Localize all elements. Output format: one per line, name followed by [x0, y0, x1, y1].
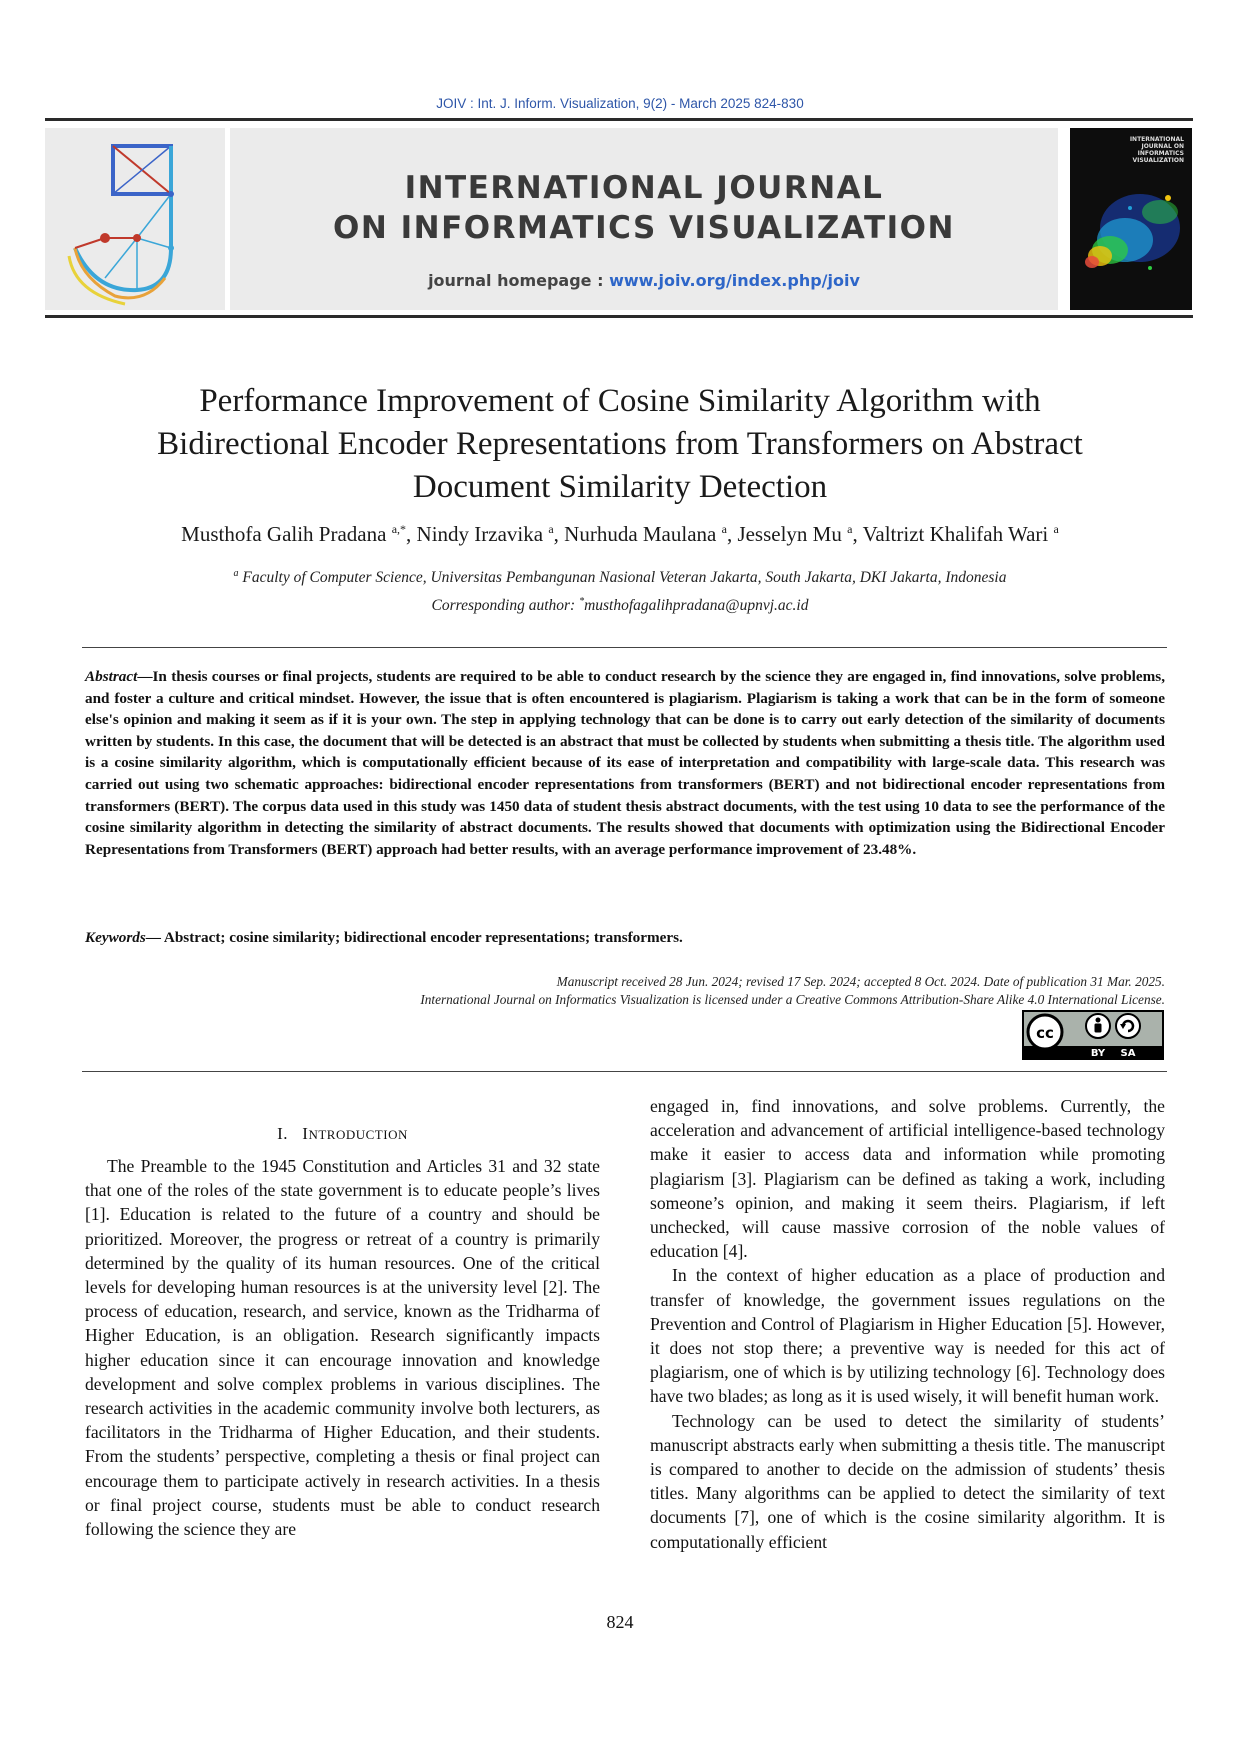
journal-title-line-2: ON INFORMATICS VISUALIZATION [333, 210, 955, 246]
by-label: BY [1090, 1048, 1106, 1059]
license-statement: International Journal on Informatics Visualization is licensed under a Creative Commons Attribution-Share Alike 4.0 International License. [420, 992, 1165, 1007]
author-affiliation-mark: a [1053, 522, 1059, 536]
affiliation-text: Faculty of Computer Science, Universitas Pembangunan Nasional Veteran Jakarta, South Jakarta, DKI Jakarta, Indonesia [242, 569, 1007, 587]
homepage-link[interactable]: www.joiv.org/index.php/joiv [609, 271, 860, 290]
corresponding-label: Corresponding author: [431, 597, 580, 615]
keywords-text: — Abstract; cosine similarity; bidirectional encoder representations; transformers. [145, 929, 683, 946]
author-affiliation-mark: a [548, 522, 554, 536]
author-affiliation-mark: a [847, 522, 853, 536]
affiliation [60, 568, 1180, 587]
author-name: Valtrizt Khalifah Wari [862, 522, 1049, 546]
corresponding-email[interactable]: musthofagalihpradana@upnvj.ac.id [584, 597, 809, 615]
abstract-top-rule [82, 647, 1167, 648]
author-name: Nurhuda Maulana [564, 522, 717, 546]
journal-logo [45, 128, 225, 310]
journal-reference: JOIV : Int. J. Inform. Visualization, 9(2) - March 2025 824-830 [436, 96, 804, 111]
author-name: Jesselyn Mu [737, 522, 842, 546]
body-paragraph: In the context of higher education as a place of production and transfer of knowledge, the government issues regulations on the Prevention and Control of Plagiarism in Higher Education [5]. However, it does not stop there; a preventive way is needed for this act of plagiarism, one of which is by utilizing technology [6]. Technology does have two blades; as long as it is used wisely, it will benefit human work. [650, 1265, 1165, 1407]
body-paragraph: The Preamble to the 1945 Constitution and Articles 31 and 32 state that one of the roles of the state government is to educate people’s lives [1]. Education is related to the future of a country and should be prioritized. Moreover, the progress or retreat of a country is primarily determined by the quality of its human resources. One of the critical levels for developing human resources is at the university level [2]. The process of education, research, and service, known as the Tridharma of Higher Education, is an obligation. Research significantly impacts higher education since it can encourage innovation and knowledge development and solve complex problems in various disciplines. The research activities in the academic community involve both lecturers, as facilitators in the Tridharma of Higher Education, and their students. From the students’ perspective, completing a thesis or final project can encourage them to participate actively in research activities. In a thesis or final project course, students must be able to conduct research following the science they are [85, 1156, 600, 1540]
body-paragraph: Technology can be used to detect the similarity of students’ manuscript abstracts early when submitting a thesis title. The manuscript is compared to another to decide on the admission of students’ thesis titles. Many algorithms can be applied to detect the similarity of text documents [7], one of which is the cosine similarity algorithm. It is computationally efficient [650, 1410, 1165, 1552]
body-column-right [650, 1094, 1165, 1554]
author-affiliation-mark: a [721, 522, 727, 536]
author-affiliation-mark: a,* [391, 522, 407, 536]
joiv-logo-icon [45, 128, 225, 310]
journal-homepage [230, 271, 1058, 290]
header-bottom-rule [45, 315, 1193, 318]
keywords-label: Keywords [85, 929, 146, 946]
journal-cover-image [1070, 128, 1192, 310]
share-alike-icon [1116, 1014, 1140, 1038]
section-title-rest: NTRODUCTION [308, 1127, 408, 1142]
affiliation-mark: a [233, 568, 239, 579]
section-heading-introduction [85, 1124, 600, 1144]
body-column-left [85, 1154, 600, 1541]
paper-title-line-2: Bidirectional Encoder Representations from Transformers on Abstract [157, 426, 1083, 462]
manuscript-dates: Manuscript received 28 Jun. 2024; revised 17 Sep. 2024; accepted 8 Oct. 2024. Date of publication 31 Mar. 2025. [556, 974, 1165, 989]
cc-license-badge[interactable] [1022, 1010, 1164, 1060]
header-top-rule [45, 118, 1193, 121]
page-number: 824 [606, 1612, 634, 1632]
cc-icon-label: cc [1036, 1024, 1054, 1042]
keywords [85, 929, 1165, 947]
author-name: Musthofa Galih Pradana [181, 522, 387, 546]
section-initial: I [302, 1124, 309, 1143]
cover-title: INTERNATIONAL JOURNAL ON INFORMATICS VISUALIZATION [1129, 136, 1184, 164]
author-name: Nindy Irzavika [416, 522, 544, 546]
body-paragraph: engaged in, find innovations, and solve problems. Currently, the acceleration and advancement of artificial intelligence-based technology make it easier to access data and information while promoting plagiarism [3]. Plagiarism can be defined as taking a work, including someone’s opinion, and making it seem theirs. Plagiarism, if left unchecked, will cause massive corrosion of the noble values of education [4]. [650, 1096, 1165, 1262]
paper-title [80, 380, 1160, 509]
abstract-bottom-rule [82, 1071, 1167, 1072]
paper-title-line-1: Performance Improvement of Cosine Similarity Algorithm with [199, 383, 1041, 419]
abstract-text: —In thesis courses or final projects, students are required to be able to conduct research by the science they are engaged in, find innovations, solve problems, and foster a culture and critical mindset. However, the issue that is often encountered is plagiarism. Plagiarism is taking a work that can be in the form of someone else's opinion and making it seem as if it is your own. The step in applying technology that can be done is to carry out early detection of the similarity of documents written by students. In this case, the document that will be detected is an abstract that must be collected by students when submitting a thesis title. The algorithm used is a cosine similarity algorithm, which is computationally efficient because of its ease of interpretation and compatibility with large-scale data. This research was carried out using two schematic approaches: bidirectional encoder representations from transformers (BERT) and not bidirectional encoder representations from transformers (BERT). The corpus data used in this study was 1450 data of student thesis abstract documents, with the test using 10 data to see the performance of the cosine similarity algorithm in detecting the similarity of abstract documents. The results showed that documents with optimization using the Bidirectional Encoder Representations from Transformers (BERT) approach had better results, with an average performance improvement of 23.48%. [85, 668, 1165, 858]
journal-title-line-1: INTERNATIONAL JOURNAL [404, 170, 884, 206]
section-number: I. [277, 1124, 289, 1143]
corresponding-mark: * [579, 596, 585, 607]
author-list: Musthofa Galih Pradana $^{a,*}$, Nindy Irzavika $^a$, Nurhuda Maulana $^a$, Jesselyn Mu $^a$, Valtrizt Khalifah Wari $^a$ [181, 522, 1059, 546]
paper-title-line-3: Document Similarity Detection [412, 469, 828, 505]
corresponding-author [60, 596, 1180, 615]
homepage-label: journal homepage : [428, 271, 610, 290]
abstract [85, 666, 1165, 860]
sa-label: SA [1120, 1048, 1136, 1059]
journal-title [230, 168, 1058, 248]
abstract-label: Abstract [85, 668, 138, 685]
